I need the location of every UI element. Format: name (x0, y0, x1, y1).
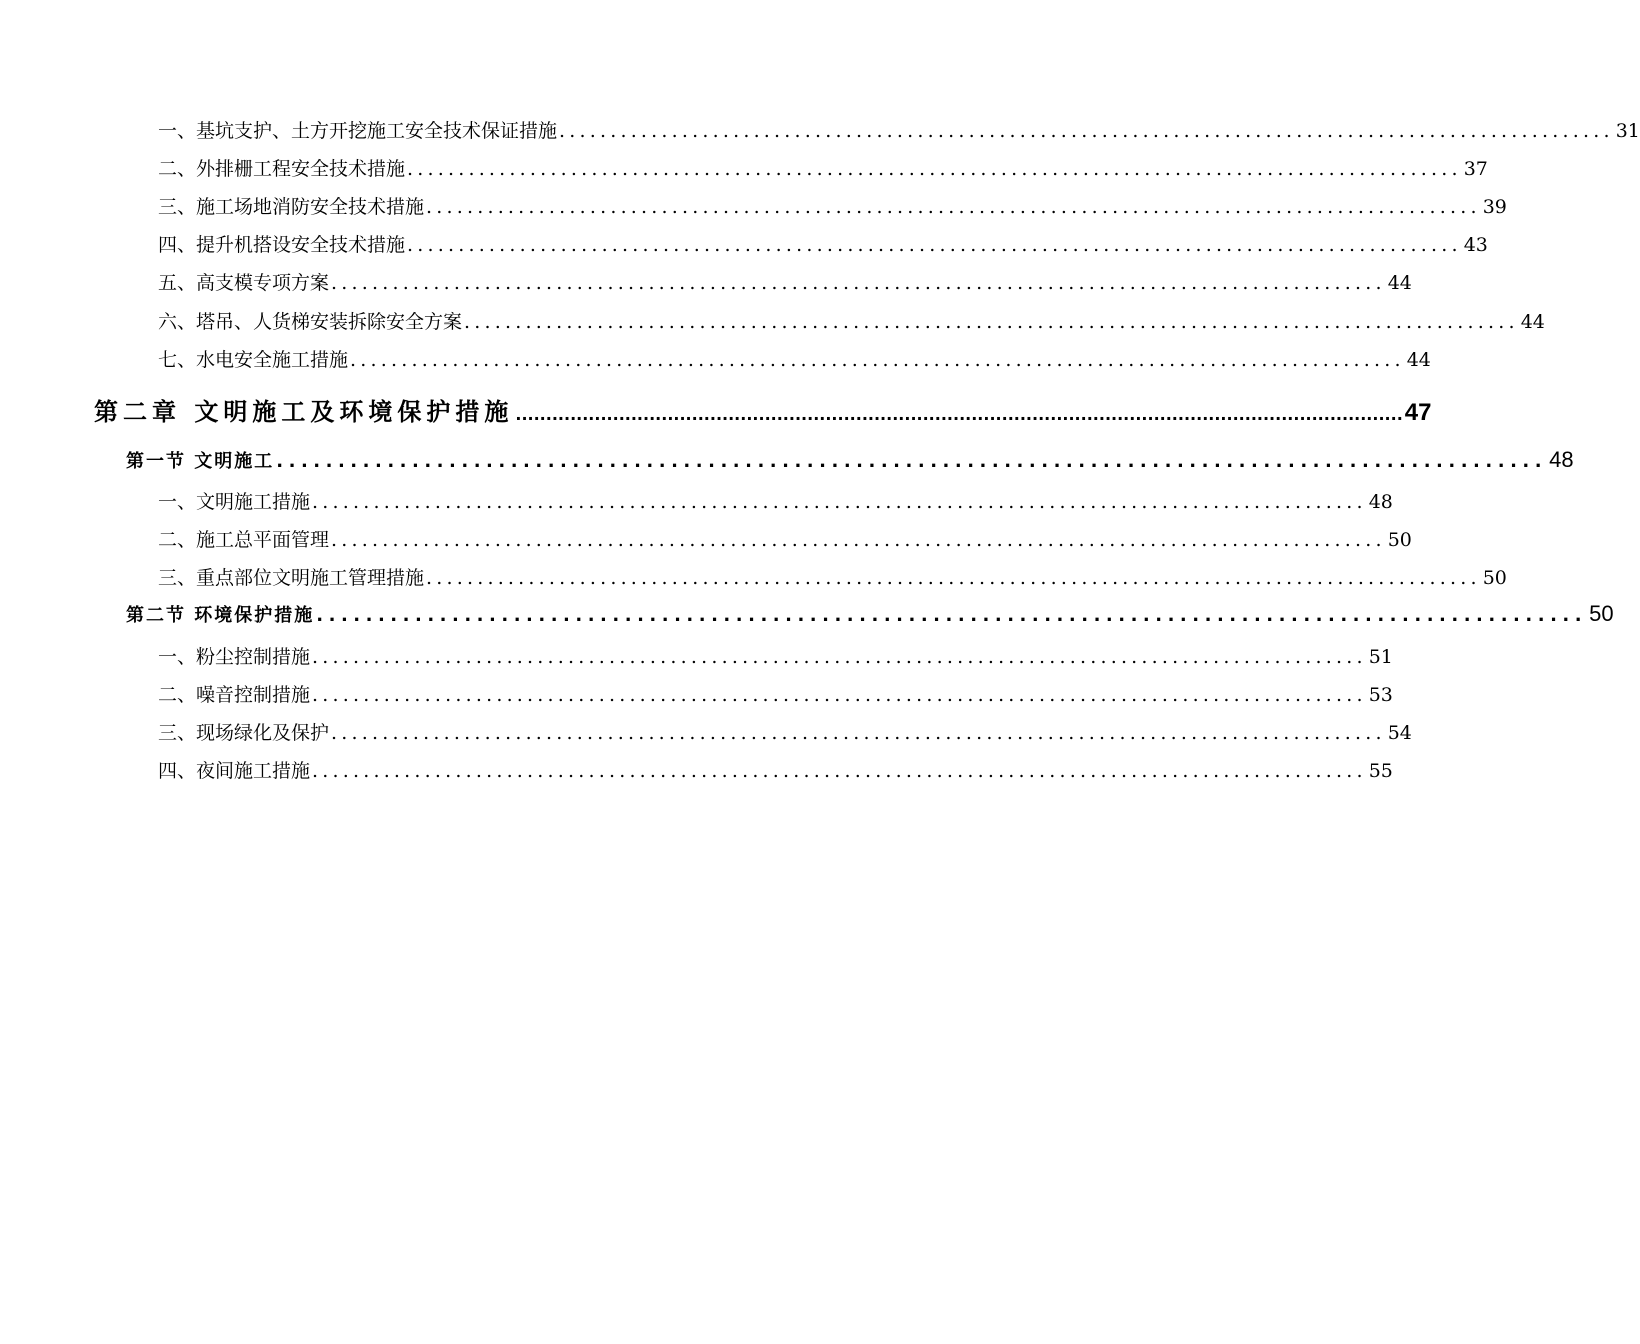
toc-entry-page: 31 (1615, 120, 1640, 142)
toc-entry[interactable] (158, 268, 1412, 295)
dot-leader: ....................................................................................................... (312, 684, 1367, 706)
dot-leader: ....................................................................................................... (276, 451, 1548, 472)
toc-entry-title: 一、粉尘控制措施 (158, 646, 311, 668)
dot-leader: ....................................................................................................... (464, 311, 1519, 333)
toc-entry-page: 54 (1387, 722, 1412, 744)
toc-entry-page: 51 (1368, 646, 1393, 668)
toc-entry-page: 50 (1589, 601, 1614, 626)
toc-entry-page: 44 (1520, 311, 1545, 333)
dot-leader: ....................................................................................................... (559, 120, 1614, 142)
toc-chapter-entry[interactable] (94, 392, 1432, 427)
toc-entry-page: 39 (1482, 196, 1507, 218)
toc-entry-page: 47 (1404, 399, 1432, 426)
toc-entry[interactable] (158, 192, 1507, 219)
toc-entry-title: 第二节 环境保护措施 (126, 605, 315, 626)
dot-leader: ....................................................................................................... (312, 646, 1367, 668)
toc-entry-page: 50 (1387, 529, 1412, 551)
toc-entry-page: 44 (1387, 272, 1412, 294)
toc-section-entry[interactable] (126, 601, 1614, 627)
toc-entry[interactable] (158, 345, 1431, 372)
toc-entry[interactable] (158, 718, 1412, 745)
toc-entry-title: 第一节 文明施工 (126, 451, 275, 472)
toc-entry-page: 37 (1463, 158, 1488, 180)
dot-leader: .................................................................................................................................................. (515, 405, 1403, 424)
toc-entry-page: 50 (1482, 567, 1507, 589)
dot-leader: ....................................................................................................... (407, 234, 1462, 256)
toc-entry-title: 五、高支模专项方案 (158, 272, 330, 294)
toc-entry-title: 一、基坑支护、土方开挖施工安全技术保证措施 (158, 120, 558, 142)
toc-entry[interactable] (158, 563, 1507, 590)
toc-entry[interactable] (158, 307, 1545, 334)
toc-entry-title: 七、水电安全施工措施 (158, 349, 349, 371)
dot-leader: ....................................................................................................... (407, 158, 1462, 180)
toc-entry-title: 三、现场绿化及保护 (158, 722, 330, 744)
toc-entry-page: 43 (1463, 234, 1488, 256)
toc-entry[interactable] (158, 680, 1393, 707)
toc-entry-title: 四、提升机搭设安全技术措施 (158, 234, 406, 256)
toc-entry[interactable] (158, 230, 1488, 257)
toc-entry-title: 三、施工场地消防安全技术措施 (158, 196, 425, 218)
toc-entry[interactable] (158, 642, 1393, 669)
toc-entry[interactable] (158, 116, 1640, 143)
toc-entry-title: 三、重点部位文明施工管理措施 (158, 567, 425, 589)
toc-entry-title: 二、施工总平面管理 (158, 529, 330, 551)
toc-entry[interactable] (158, 525, 1412, 552)
toc-entry-page: 48 (1549, 447, 1574, 472)
toc-section-entry[interactable] (126, 447, 1574, 473)
toc-entry-title: 四、夜间施工措施 (158, 760, 311, 782)
dot-leader: ....................................................................................................... (426, 196, 1481, 218)
toc-entry-page: 53 (1368, 684, 1393, 706)
toc-entry[interactable] (158, 756, 1393, 783)
toc-entry-page: 48 (1368, 491, 1393, 513)
dot-leader: ....................................................................................................... (426, 567, 1481, 589)
toc-entry-title: 二、噪音控制措施 (158, 684, 311, 706)
toc-entry-title: 六、塔吊、人货梯安装拆除安全方案 (158, 311, 463, 333)
toc-entry-page: 44 (1406, 349, 1431, 371)
toc-entry-title: 一、文明施工措施 (158, 491, 311, 513)
toc-entry-page: 55 (1368, 760, 1393, 782)
toc-entry-title: 第二章 文明施工及环境保护措施 (94, 398, 514, 426)
toc-entry[interactable] (158, 487, 1393, 514)
dot-leader: ....................................................................................................... (312, 760, 1367, 782)
dot-leader: ....................................................................................................... (331, 722, 1386, 744)
dot-leader: ....................................................................................................... (331, 529, 1386, 551)
dot-leader: ....................................................................................................... (316, 605, 1588, 626)
toc-entry[interactable] (158, 154, 1488, 181)
dot-leader: ....................................................................................................... (312, 491, 1367, 513)
toc-entry-title: 二、外排栅工程安全技术措施 (158, 158, 406, 180)
dot-leader: ....................................................................................................... (350, 349, 1405, 371)
dot-leader: ....................................................................................................... (331, 272, 1386, 294)
